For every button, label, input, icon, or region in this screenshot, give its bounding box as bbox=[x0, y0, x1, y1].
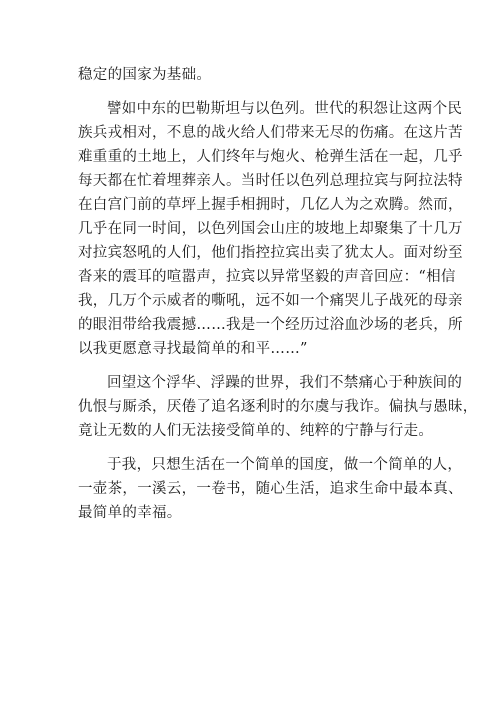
text-line: 难重重的土地上，人们终年与炮火、枪弹生活在一起，几乎 bbox=[78, 149, 463, 165]
text-line bbox=[78, 371, 463, 395]
document-body bbox=[78, 63, 478, 525]
text-line bbox=[78, 97, 463, 121]
text-line: 一壶茶，一溪云，一卷书，随心生活，追求生命中最本真、 bbox=[78, 481, 463, 497]
paragraph-2 bbox=[78, 97, 463, 361]
text-line: 稳定的国家为基础。 bbox=[78, 67, 212, 83]
paragraph-1 bbox=[78, 63, 428, 87]
text-line-content: 于我，只想生活在一个简单的国度，做一个简单的人， bbox=[107, 457, 463, 473]
text-line: 最简单的幸福。 bbox=[78, 505, 182, 521]
paragraph-4 bbox=[78, 453, 463, 525]
text-line: 我，几万个示威者的嘶吼，远不如一个痛哭儿子战死的母亲 bbox=[78, 293, 463, 309]
text-line: 的眼泪带给我震撼……我是一个经历过浴血沙场的老兵，所 bbox=[78, 317, 463, 333]
text-line: 几乎在同一时间，以色列国会山庄的坡地上却聚集了十几万 bbox=[78, 221, 463, 237]
text-line: 沓来的震耳的喧嚣声，拉宾以异常坚毅的声音回应：“相信 bbox=[78, 269, 456, 285]
text-line bbox=[78, 453, 463, 477]
text-line: 对拉宾怒吼的人们，他们指控拉宾出卖了犹太人。面对纷至 bbox=[78, 245, 463, 261]
text-line: 在白宫门前的草坪上握手相拥时，几亿人为之欢腾。然而， bbox=[78, 197, 463, 213]
text-line-content: 回望这个浮华、浮躁的世界，我们不禁痛心于种族间的 bbox=[107, 375, 463, 391]
paragraph-3 bbox=[78, 371, 478, 443]
text-line: 族兵戎相对，不息的战火给人们带来无尽的伤痛。在这片苦 bbox=[78, 125, 463, 141]
text-line: 竟让无数的人们无法接受简单的、纯粹的宁静与行走。 bbox=[78, 423, 434, 439]
text-line: 以我更愿意寻找最简单的和平……” bbox=[78, 341, 308, 357]
text-line-content: 譬如中东的巴勒斯坦与以色列。世代的积怨让这两个民 bbox=[107, 101, 463, 117]
text-line: 每天都在忙着埋葬亲人。当时任以色列总理拉宾与阿拉法特 bbox=[78, 173, 463, 189]
text-line: 仇恨与厮杀，厌倦了追名逐利时的尔虞与我诈。偏执与愚昧， bbox=[78, 399, 478, 415]
